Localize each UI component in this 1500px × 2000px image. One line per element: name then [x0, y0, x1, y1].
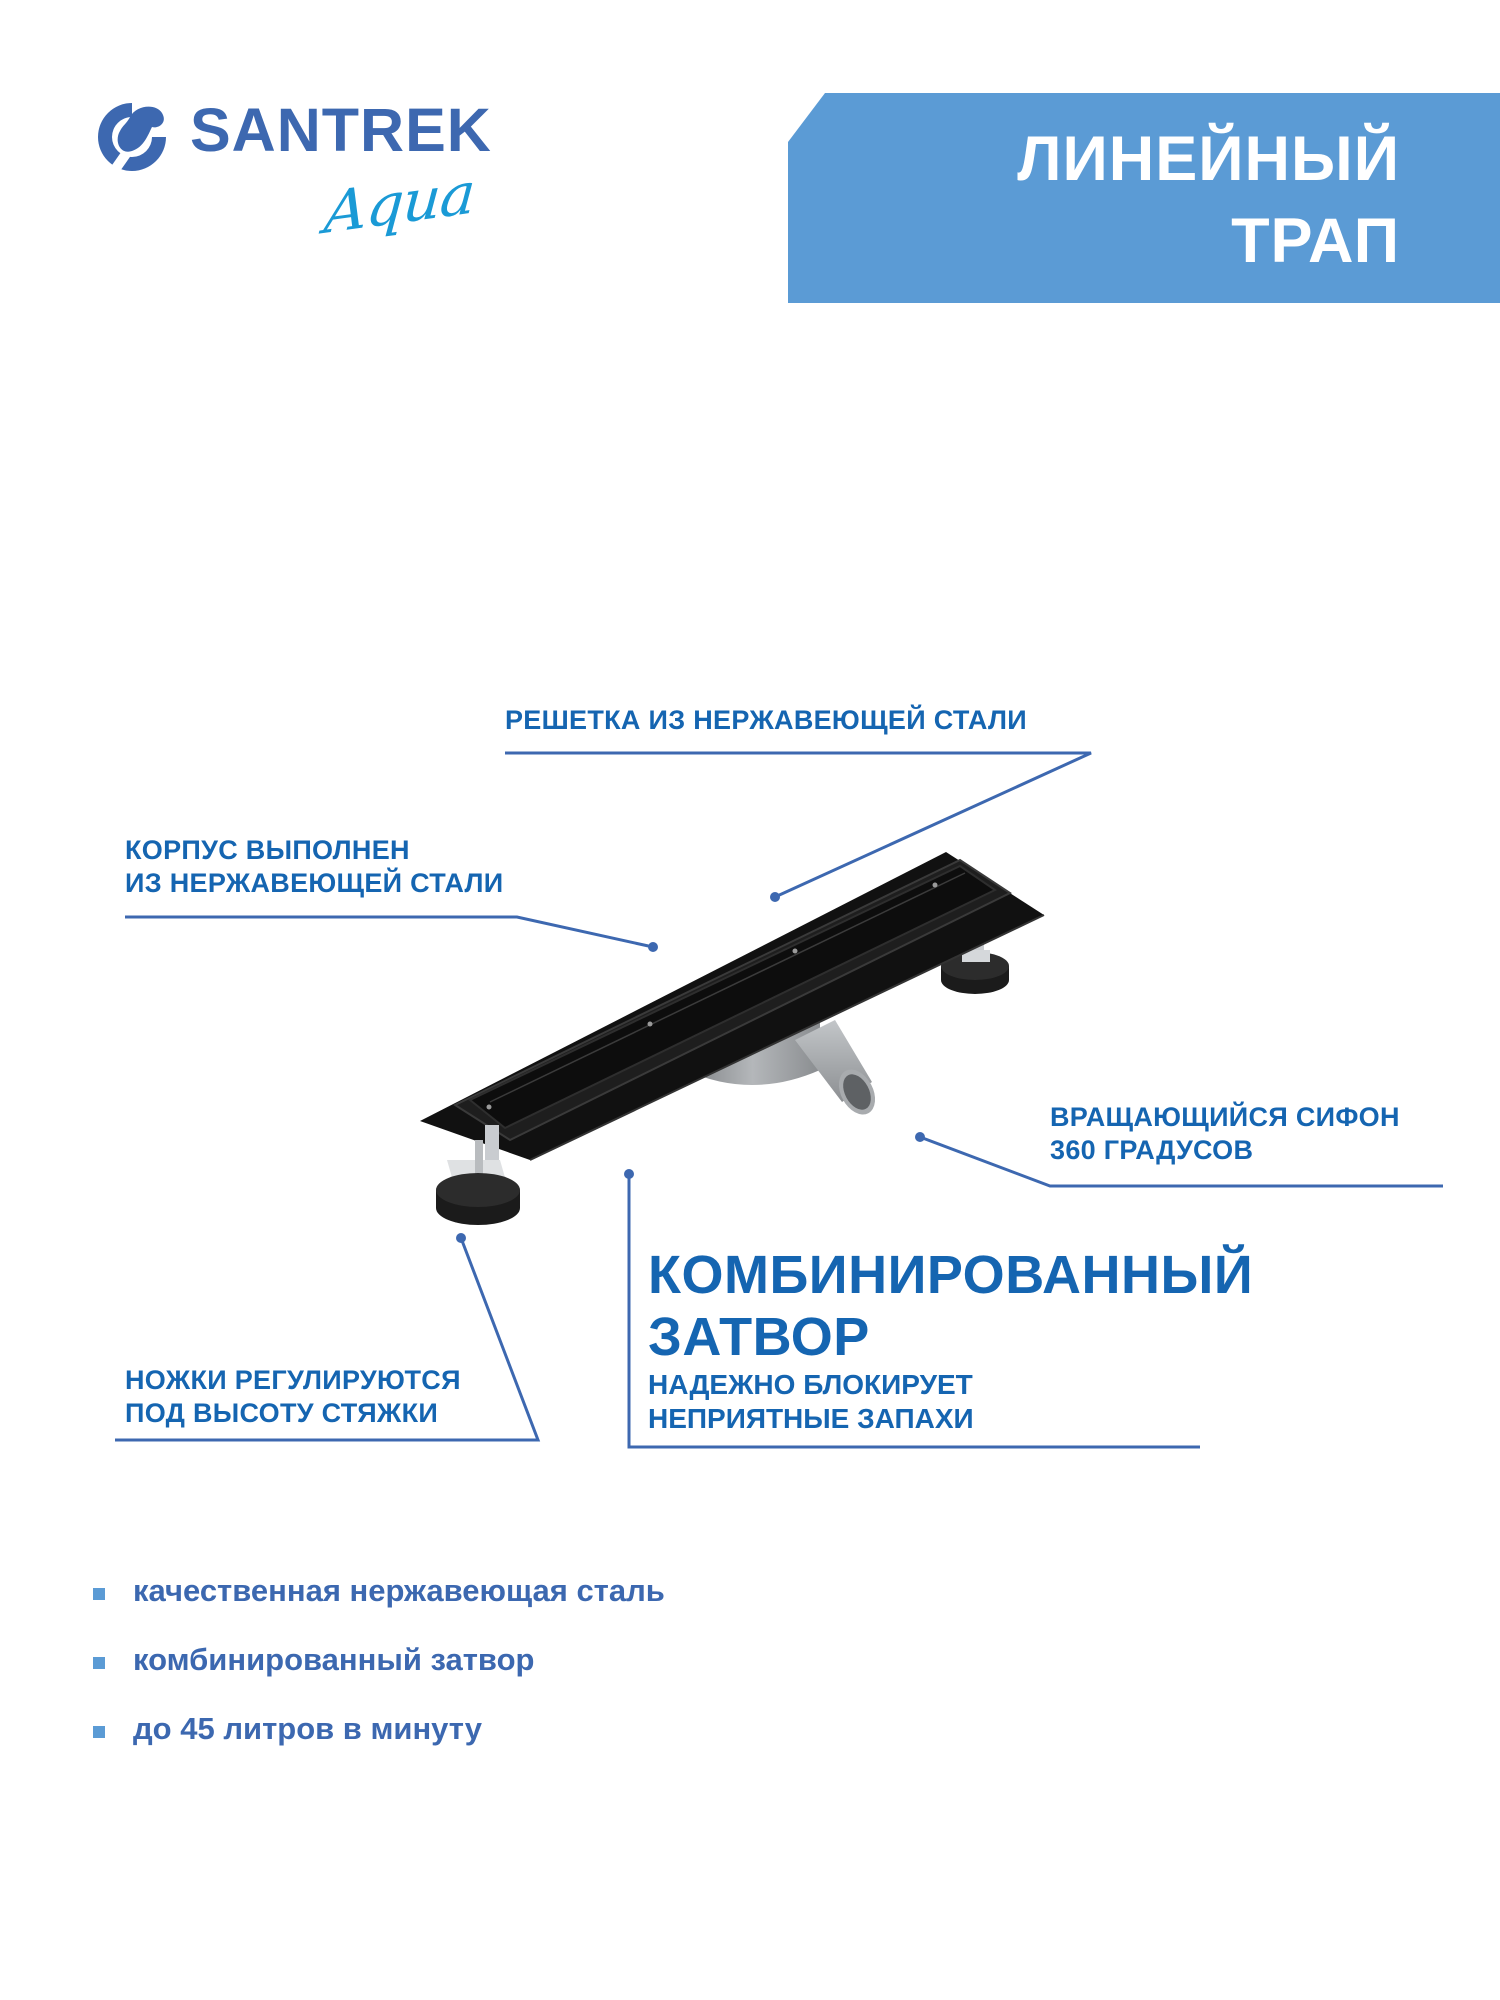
square-bullet-icon: [93, 1726, 105, 1738]
callout-siphon: [1050, 1101, 1400, 1167]
feature-list: [93, 1556, 665, 1763]
shutter-sub-line-2: НЕПРИЯТНЫЕ ЗАПАХИ: [648, 1403, 974, 1434]
feature-text: комбинированный затвор: [133, 1641, 535, 1677]
feature-item: [93, 1694, 665, 1763]
feature-text: качественная нержавеющая сталь: [133, 1572, 665, 1608]
feature-item: [93, 1625, 665, 1694]
callout-legs-line-2: ПОД ВЫСОТУ СТЯЖКИ: [125, 1398, 439, 1428]
callout-body-line-1: КОРПУС ВЫПОЛНЕН: [125, 835, 410, 865]
brand-sub: Aqua: [322, 159, 477, 247]
callout-grate: РЕШЕТКА ИЗ НЕРЖАВЕЮЩЕЙ СТАЛИ: [505, 705, 1027, 735]
drain-body: [420, 852, 1044, 1160]
shutter-sub-line-1: НАДЕЖНО БЛОКИРУЕТ: [648, 1369, 973, 1400]
square-bullet-icon: [93, 1588, 105, 1600]
callout-body-line-2: ИЗ НЕРЖАВЕЮЩЕЙ СТАЛИ: [125, 868, 504, 898]
title-line-1: ЛИНЕЙНЫЙ: [1017, 124, 1400, 194]
callout-legs: [125, 1364, 461, 1430]
callout-siphon-line-2: 360 ГРАДУСОВ: [1050, 1135, 1254, 1165]
square-bullet-icon: [93, 1657, 105, 1669]
feature-item: [93, 1556, 665, 1625]
callout-legs-line-1: НОЖКИ РЕГУЛИРУЮТСЯ: [125, 1365, 461, 1395]
callout-body: [125, 834, 503, 900]
callout-shutter: [648, 1244, 1253, 1436]
title-line-2: ТРАП: [1231, 206, 1400, 276]
brand-name: SANTREK: [190, 96, 492, 164]
feature-text: до 45 литров в минуту: [133, 1710, 482, 1746]
callout-siphon-line-1: ВРАЩАЮЩИЙСЯ СИФОН: [1050, 1102, 1400, 1132]
shutter-title-line-1: КОМБИНИРОВАННЫЙ: [648, 1245, 1254, 1305]
shutter-title-line-2: ЗАТВОР: [648, 1307, 870, 1367]
